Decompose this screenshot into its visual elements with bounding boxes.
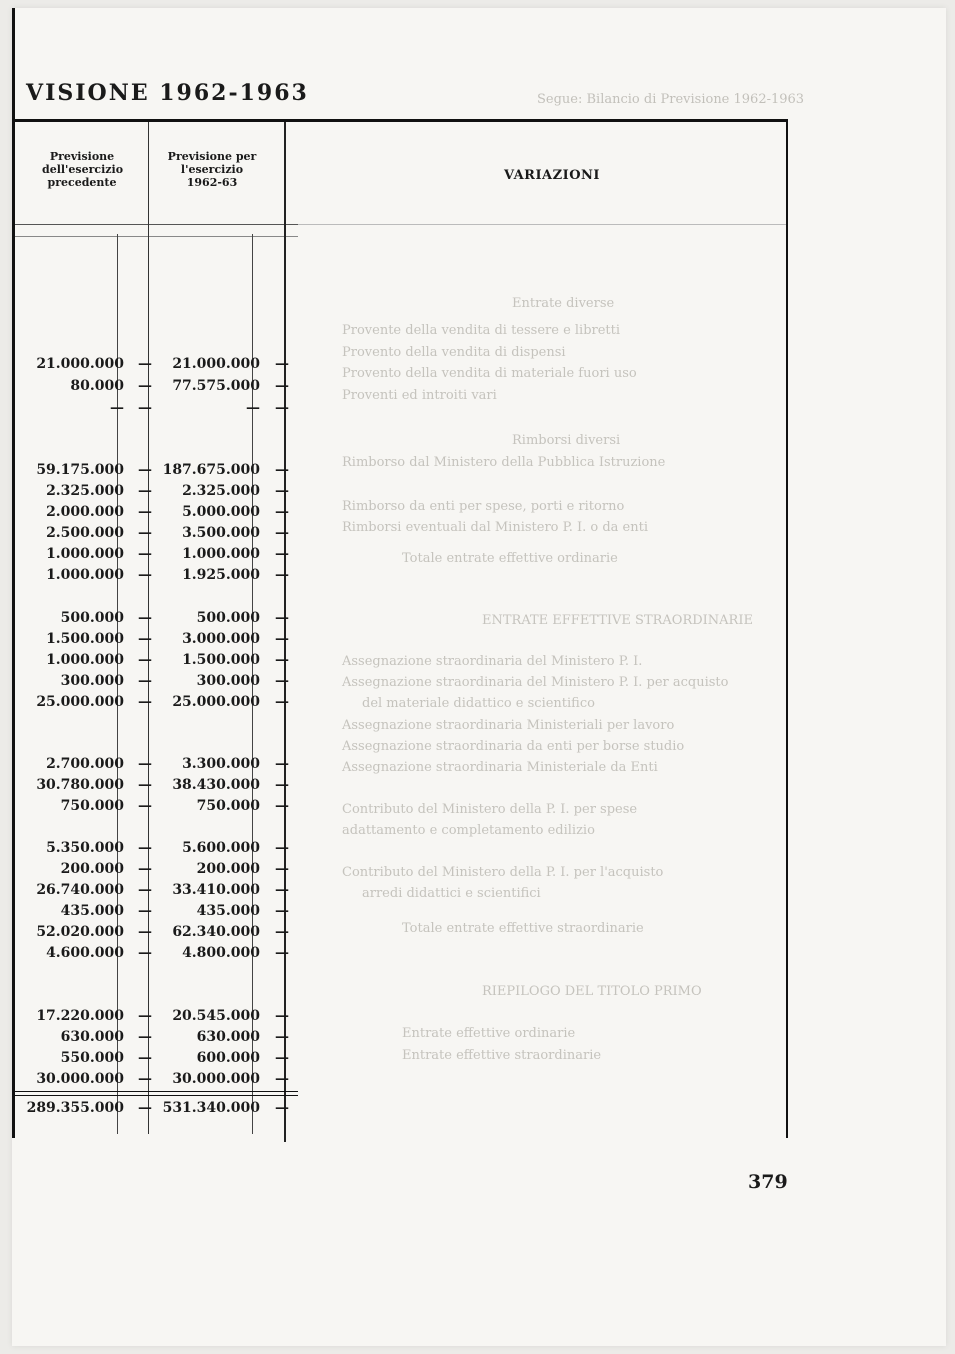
new-value: 500.000 [196, 610, 260, 626]
dash: — [138, 631, 152, 647]
dash: — [275, 462, 289, 478]
dash: — [138, 1029, 152, 1045]
dash: — [275, 945, 289, 961]
new-value: 300.000 [196, 673, 260, 689]
dash: — [275, 1071, 289, 1087]
new-value: 2.325.000 [182, 483, 260, 499]
bleed-line: arredi didattici e scientifici [362, 886, 541, 901]
bleed-header: Segue: Bilancio di Previsione 1962-1963 [537, 92, 805, 107]
dash: — [275, 777, 289, 793]
page-title: VISIONE 1962-1963 [26, 80, 309, 106]
new-value: 3.000.000 [182, 631, 260, 647]
new-value: 5.600.000 [182, 840, 260, 856]
left-border [12, 8, 15, 1138]
dash: — [275, 840, 289, 856]
dash: — [138, 400, 152, 416]
dash: — [138, 546, 152, 562]
dash: — [138, 356, 152, 372]
dash: — [138, 483, 152, 499]
dash: — [275, 1029, 289, 1045]
total-rule-1 [12, 1091, 298, 1092]
prev-value: 200.000 [60, 861, 124, 877]
dash: — [138, 756, 152, 772]
dash: — [275, 567, 289, 583]
bleed-line: Totale entrate effettive straordinarie [402, 921, 644, 936]
dash: — [138, 610, 152, 626]
prev-value: 30.780.000 [36, 777, 124, 793]
prev-value: 30.000.000 [36, 1071, 124, 1087]
prev-value: 435.000 [60, 903, 124, 919]
dash: — [138, 378, 152, 394]
dash: — [275, 903, 289, 919]
new-value: 435.000 [196, 903, 260, 919]
dash: — [275, 798, 289, 814]
dash: — [138, 924, 152, 940]
new-value: 630.000 [196, 1029, 260, 1045]
dash: — [275, 504, 289, 520]
dash: — [138, 777, 152, 793]
new-value: 33.410.000 [172, 882, 260, 898]
bleed-line: Rimborso dal Ministero della Pubblica Istruzione [342, 455, 666, 470]
dash: — [138, 1050, 152, 1066]
dash: — [275, 673, 289, 689]
new-value: 1.925.000 [182, 567, 260, 583]
new-value: 187.675.000 [162, 462, 260, 478]
total-rule-2 [12, 1095, 298, 1096]
dash: — [138, 673, 152, 689]
prev-value: 5.350.000 [46, 840, 124, 856]
prev-value: 500.000 [60, 610, 124, 626]
bleed-line: Assegnazione straordinaria da enti per borse studio [342, 739, 685, 754]
new-value: 1.000.000 [182, 546, 260, 562]
dash: — [138, 903, 152, 919]
prev-value: 25.000.000 [36, 694, 124, 710]
new-value: 750.000 [196, 798, 260, 814]
new-value: 30.000.000 [172, 1071, 260, 1087]
header-rule-bottom [12, 224, 298, 225]
prev-value: 4.600.000 [46, 945, 124, 961]
new-value: 3.300.000 [182, 756, 260, 772]
prev-value: 21.000.000 [36, 356, 124, 372]
bleed-line: Assegnazione straordinaria Ministeriale da Enti [342, 760, 658, 775]
new-value: 21.000.000 [172, 356, 260, 372]
dash: — [275, 861, 289, 877]
dash: — [275, 483, 289, 499]
col-divider-2 [148, 122, 149, 1134]
prev-value: 59.175.000 [36, 462, 124, 478]
bleed-line: Entrate diverse [512, 296, 615, 311]
bleed-line: Contributo del Ministero della P. I. per l'acquisto [342, 865, 664, 880]
dash: — [275, 356, 289, 372]
new-value: 38.430.000 [172, 777, 260, 793]
bleed-line: Provente della vendita di tessere e libretti [342, 323, 621, 338]
dash: — [138, 652, 152, 668]
dash: — [275, 546, 289, 562]
bleed-line: ENTRATE EFFETTIVE STRAORDINARIE [482, 613, 753, 628]
prev-value: 80.000 [70, 378, 124, 394]
dash: — [275, 694, 289, 710]
dash: — [138, 567, 152, 583]
header-new: Previsione per l'esercizio 1962-63 [167, 150, 257, 189]
page-number: 379 [748, 1171, 788, 1193]
dash: — [138, 861, 152, 877]
header-rule-bottom-right [298, 224, 788, 225]
new-value: 600.000 [196, 1050, 260, 1066]
dash: — [138, 1071, 152, 1087]
bleed-line: Provento della vendita di dispensi [342, 345, 566, 360]
bleed-line: Entrate effettive straordinarie [402, 1048, 602, 1063]
title-rule [12, 119, 788, 122]
dash: — [138, 840, 152, 856]
dash: — [138, 504, 152, 520]
prev-value: 2.000.000 [46, 504, 124, 520]
dash: — [275, 400, 289, 416]
new-value: 1.500.000 [182, 652, 260, 668]
new-value: — [246, 400, 260, 416]
total-dash-2: — [275, 1100, 289, 1116]
dash: — [138, 945, 152, 961]
new-value: 25.000.000 [172, 694, 260, 710]
prev-value: 52.020.000 [36, 924, 124, 940]
bleed-line: adattamento e completamento edilizio [342, 823, 595, 838]
new-value: 20.545.000 [172, 1008, 260, 1024]
new-value: 3.500.000 [182, 525, 260, 541]
bleed-line: Totale entrate effettive ordinarie [402, 551, 618, 566]
bleed-line: Contributo del Ministero della P. I. per spese [342, 802, 638, 817]
total-prev: 289.355.000 [26, 1100, 124, 1116]
prev-value: 750.000 [60, 798, 124, 814]
dash: — [275, 1050, 289, 1066]
prev-value: — [110, 400, 124, 416]
right-border [786, 122, 788, 1138]
prev-value: 1.000.000 [46, 567, 124, 583]
dash: — [275, 631, 289, 647]
bleed-line: Rimborsi diversi [512, 433, 621, 448]
new-value: 5.000.000 [182, 504, 260, 520]
bleed-line: Assegnazione straordinaria Ministeriali per lavoro [342, 718, 675, 733]
dash: — [275, 924, 289, 940]
dash: — [275, 525, 289, 541]
total-dash-1: — [138, 1100, 152, 1116]
prev-value: 550.000 [60, 1050, 124, 1066]
bleed-line: del materiale didattico e scientifico [362, 696, 595, 711]
bleed-line: Rimborso da enti per spese, porti e ritorno [342, 499, 625, 514]
new-value: 77.575.000 [172, 378, 260, 394]
dash: — [138, 462, 152, 478]
header-prev: Previsione dell'esercizio precedente [42, 150, 124, 189]
dash: — [275, 652, 289, 668]
dash: — [138, 525, 152, 541]
bleed-line: Assegnazione straordinaria del Ministero P. I. [342, 654, 643, 669]
header-variazioni: VARIAZIONI [504, 168, 600, 183]
bleed-line: RIEPILOGO DEL TITOLO PRIMO [482, 984, 702, 999]
bleed-line: Rimborsi eventuali dal Ministero P. I. o da enti [342, 520, 649, 535]
prev-value: 630.000 [60, 1029, 124, 1045]
dash: — [138, 694, 152, 710]
dash: — [138, 882, 152, 898]
dash: — [275, 378, 289, 394]
bleed-line: Provento della vendita di materiale fuori uso [342, 366, 637, 381]
dash: — [275, 882, 289, 898]
prev-value: 2.500.000 [46, 525, 124, 541]
prev-value: 26.740.000 [36, 882, 124, 898]
dash: — [138, 1008, 152, 1024]
bleed-line: Entrate effettive ordinarie [402, 1026, 576, 1041]
prev-value: 2.700.000 [46, 756, 124, 772]
document-page [12, 8, 946, 1346]
bleed-line: Proventi ed introiti vari [342, 388, 497, 403]
total-new: 531.340.000 [162, 1100, 260, 1116]
new-value: 200.000 [196, 861, 260, 877]
dash: — [275, 1008, 289, 1024]
dash: — [275, 756, 289, 772]
prev-value: 1.500.000 [46, 631, 124, 647]
dash: — [138, 798, 152, 814]
prev-value: 1.000.000 [46, 546, 124, 562]
header-rule-double [12, 236, 298, 237]
prev-value: 2.325.000 [46, 483, 124, 499]
dash: — [275, 610, 289, 626]
prev-value: 1.000.000 [46, 652, 124, 668]
prev-value: 300.000 [60, 673, 124, 689]
prev-value: 17.220.000 [36, 1008, 124, 1024]
new-value: 4.800.000 [182, 945, 260, 961]
bleed-line: Assegnazione straordinaria del Ministero P. I. per acquisto [342, 675, 729, 690]
new-value: 62.340.000 [172, 924, 260, 940]
